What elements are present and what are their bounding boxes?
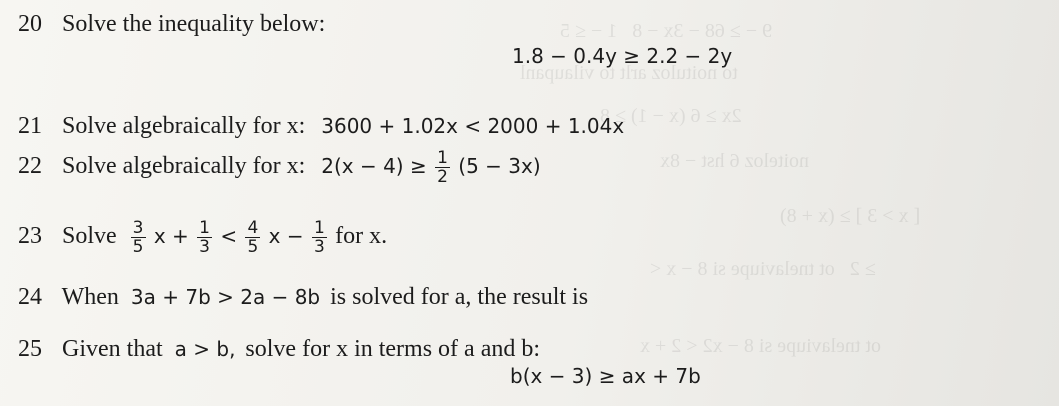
problem-22 xyxy=(18,146,541,186)
fraction: $\frac{4}{5}$ xyxy=(247,218,259,257)
problem-number: 23 xyxy=(18,223,42,249)
problem-number: 25 xyxy=(18,336,42,362)
fraction: $\frac{1}{2}$ xyxy=(437,148,448,187)
fraction: $\frac{1}{3}$ xyxy=(199,218,210,257)
problem-23-expression: $\frac{3}{5}$ x + $\frac{1}{3}$ < $\frac{4}{5}$ x − $\frac{1}{3}$ xyxy=(132,218,325,257)
bleed-through-text: ot tnelaviupe si 8 − x2 < 2 + x xyxy=(640,335,882,357)
fraction: $\frac{1}{3}$ xyxy=(313,218,325,257)
problem-25 xyxy=(18,335,540,363)
problem-prompt: Solve the inequality below: xyxy=(62,11,326,37)
problem-suffix: solve for x in terms of a and b: xyxy=(245,336,541,362)
problem-suffix: is solved for a, the result is xyxy=(330,284,589,310)
problem-20-expression: 1.8 − 0.4y ≥ 2.2 − 2y xyxy=(512,44,733,68)
problem-number: 21 xyxy=(18,113,42,139)
bleed-through-text: noiteloz 6 hst − 8x xyxy=(660,150,810,172)
problem-prompt: When xyxy=(61,284,119,310)
problem-number: 22 xyxy=(18,153,42,179)
problem-24-expression: 3a + 7b > 2a − 8b xyxy=(130,285,321,309)
problem-suffix: for x. xyxy=(335,223,388,249)
problem-21-expression: 3600 + 1.02x < 2000 + 1.04x xyxy=(321,114,625,138)
problem-21 xyxy=(18,112,624,140)
problem-25-condition: a > b, xyxy=(174,337,236,361)
problem-number: 20 xyxy=(18,11,42,37)
problem-prompt: Solve algebraically for x: xyxy=(62,153,306,179)
problem-prompt: Given that xyxy=(62,336,163,362)
bleed-through-text: to noituloz arlt to vilaupanl xyxy=(520,62,738,84)
problem-20 xyxy=(18,10,325,38)
problem-24 xyxy=(18,283,588,311)
problem-25-expression: b(x − 3) ≥ ax + 7b xyxy=(510,364,701,388)
problem-prompt: Solve algebraically for x: xyxy=(62,113,306,139)
bleed-through-text: 9 − ≥ 68 − 3x − 8 1 − ≤ 5 xyxy=(560,20,773,42)
problem-22-expression: 2(x − 4) ≥ $\frac{1}{2}$ (5 − 3x) xyxy=(321,148,541,187)
bleed-through-text: 2x ≥ 6 (x − 1) ≥ 8 xyxy=(600,105,742,127)
problem-number: 24 xyxy=(18,284,42,310)
bleed-through-text: [ x > 3 ] ≥ (x + 8) xyxy=(780,205,921,227)
problem-prompt: Solve xyxy=(62,223,117,249)
fraction: $\frac{3}{5}$ xyxy=(132,218,144,257)
bleed-through-text: ≥ 2 ot tnelaviupe si 8 − x < xyxy=(650,258,876,280)
problem-23 xyxy=(18,214,387,258)
